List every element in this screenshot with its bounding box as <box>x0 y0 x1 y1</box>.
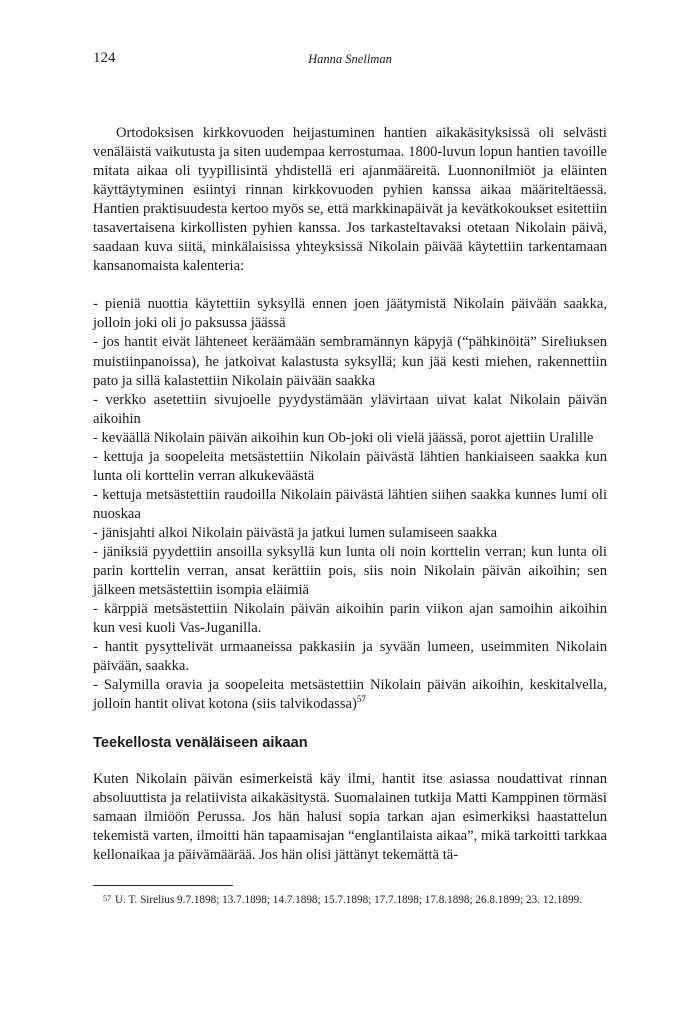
list-item: - jäniksiä pyydettiin ansoilla syksyllä kun lunta oli noin korttelin verran; kun lunta oli parin korttelin verran, ansat kerättiin pois, siis noin Nikolain päivän aikoihin; sen jälkeen metsästettiin isompia eläimiä <box>93 543 607 599</box>
list-item: - hantit pysyttelivät urmaaneissa pakkasiin ja syvään lumeen, useimmiten Nikolain päivään, saakka. <box>93 639 607 675</box>
list-item: - jos hantit eivät lähteneet keräämään sembramännyn käpyjä (“pähkinöitä” Sireliuksen muistiinpanoissa), he jatkoivat kalastusta syksyllä; kun jää kesti miehen, rakennettiin pato ja sillä kalastettiin Nikolain päivään saakka <box>93 334 607 389</box>
list-item: - verkko asetettiin sivujoelle pyydystämään ylävirtaan uivat kalat Nikolain päivän aikoihin <box>93 391 607 427</box>
footnote <box>93 893 607 908</box>
list-item-text: - Salymilla oravia ja soopeleita metsästettiin Nikolain päivän aikoihin, keskitalvella, jolloin hantit olivat kotona (siis talvikodassa) <box>93 677 607 713</box>
list-item: - jänisjahti alkoi Nikolain päivästä ja jatkui lumen sulamiseen saakka <box>93 524 498 541</box>
paragraph-1: Ortodoksisen kirkkovuoden heijastuminen hantien aikakäsityksissä oli selvästi venäläistä vaikutusta ja siten uudempaa kerrostumaa. 1800-luvun lopun hantien tavoille mitata aikaa oli tyypillisintä yhdistellä eri ajanmääreitä. Luonnonilmiöt ja eläinten käyttäytyminen esiintyi rinnan kirkkovuoden pyhien kanssa aikaa määriteltäessä. Hantien praktisuudesta kertoo myös se, että markkinapäivät ja kevätkokoukset esitettiin tasavertaisena kirkollisten pyhien kanssa. Jos tarkasteltavaksi otetaan Nikolain päivä, saadaan kuva siitä, minkälaisissa yhteyksissä Nikolain päivää käytettiin tarkentamaan kansanomaista kalenteria: <box>93 125 607 275</box>
paragraph-2: Kuten Nikolain päivän esimerkeistä käy ilmi, hantit itse asiassa noudattivat rinnan absoluuttista ja relatiivista aikakäsitystä. Suomalainen tutkija Matti Kamppinen törmäsi samaan ilmiöön Perussa. Jos hän halusi sopia tarkan ajan esimerkiksi haastattelun tekemistä varten, ilmoitti hän tapaamisajan “englantilaista aikaa”, mikä tarkoitti tarkkaa kellonaikaa ja päivämäärää. Jos hän olisi jättänyt tekemättä tä- <box>93 771 607 864</box>
list-item <box>93 676 607 714</box>
list-item: - kettuja metsästettiin raudoilla Nikolain päivästä lähtien siihen saakka kunnes lumi oli nuoskaa <box>93 486 607 522</box>
section-heading: Teekellosta venäläiseen aikaan <box>93 735 308 751</box>
footnote-divider <box>93 885 233 886</box>
footnote-number: 57 <box>103 894 111 903</box>
running-head: Hanna Snellman <box>308 52 392 66</box>
footnote-text: U. T. Sirelius 9.7.1898; 13.7.1898; 14.7.1898; 15.7.1898; 17.7.1898; 17.8.1898; 26.8.1899; 23. 12.1899. <box>115 894 582 906</box>
bullet-list <box>93 295 607 714</box>
list-item: - pieniä nuottia käytettiin syksyllä ennen joen jäätymistä Nikolain päivään saakka, jolloin joki oli jo paksussa jäässä <box>93 296 607 332</box>
body-text <box>93 124 607 714</box>
list-item: - kärppiä metsästettiin Nikolain päivän aikoihin parin viikon ajan samoihin aikoihin kun vesi kuoli Vas-Juganilla. <box>93 601 607 637</box>
list-item: - keväällä Nikolain päivän aikoihin kun Ob-joki oli vielä jäässä, porot ajettiin Uralille <box>93 429 594 446</box>
footnote-ref[interactable]: 57 <box>356 694 366 705</box>
page-number: 124 <box>93 50 116 66</box>
list-item: - kettuja ja soopeleita metsästettiin Nikolain päivästä lähtien hankiaiseen saakka kun lunta oli korttelin verran alkukeväästä <box>93 448 607 484</box>
